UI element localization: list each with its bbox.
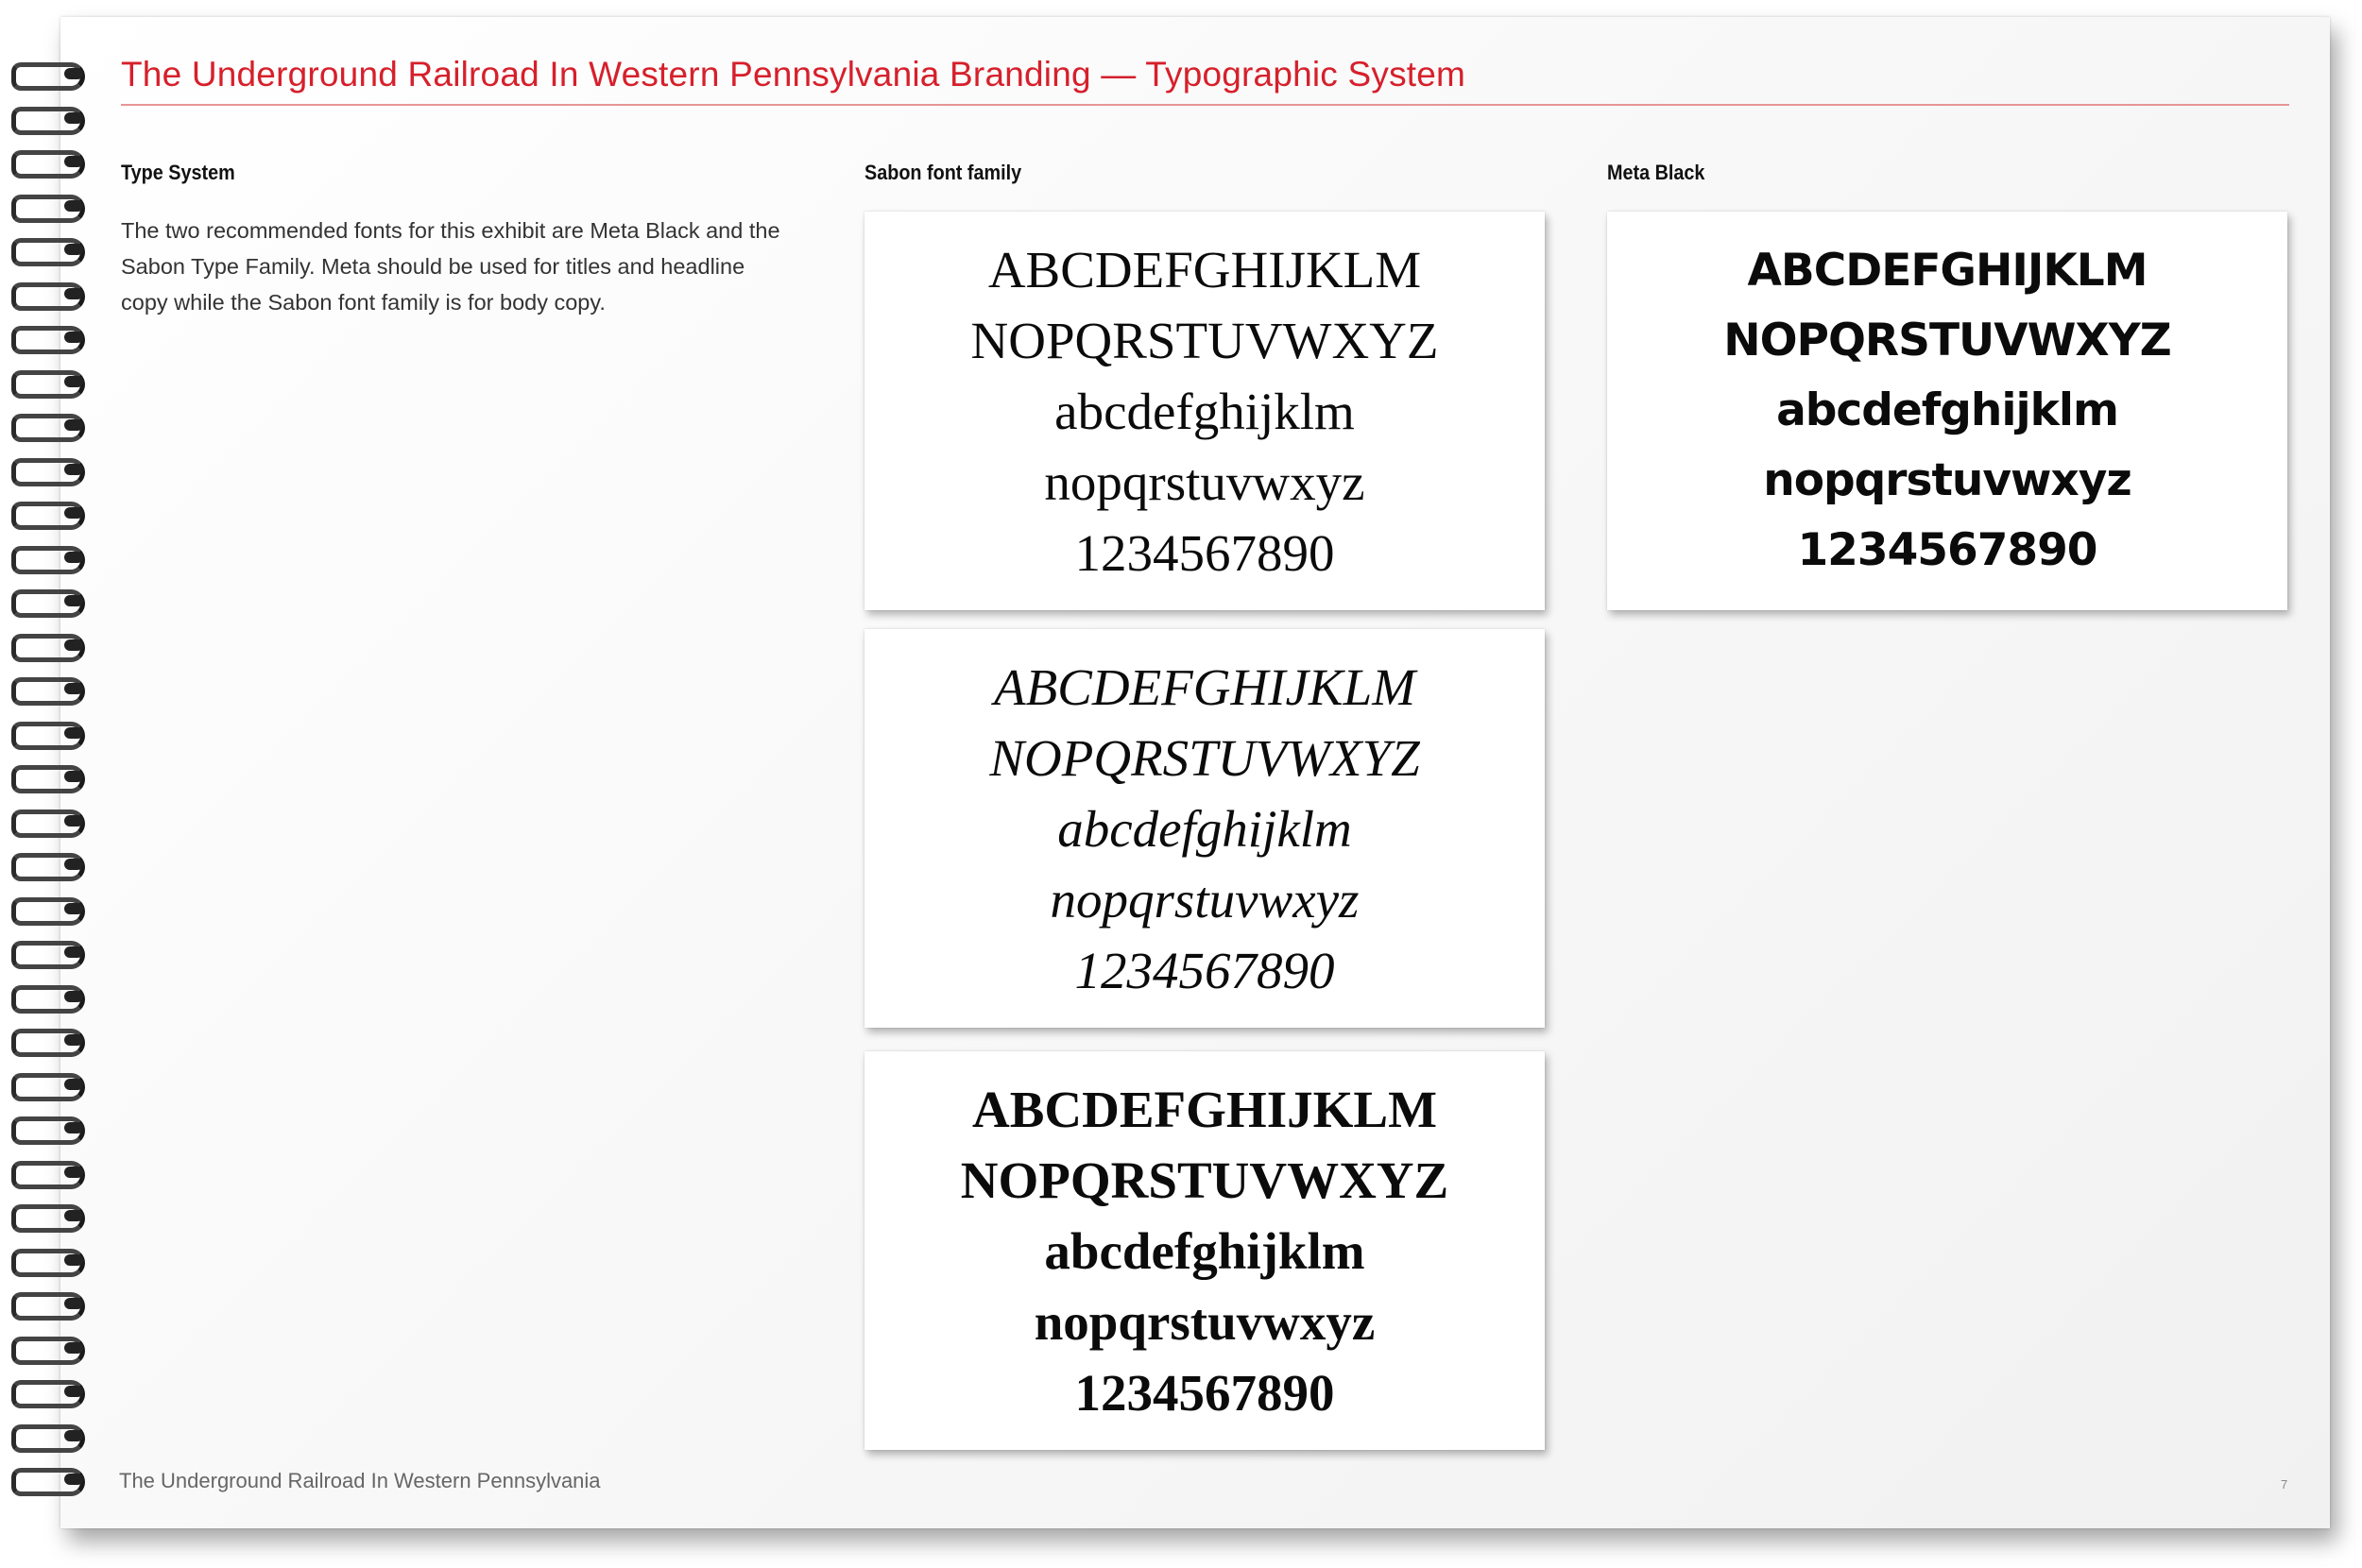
binding-coil <box>6 761 87 790</box>
binding-coil <box>6 146 87 175</box>
specimen-line: abcdefghijklm <box>1044 1221 1365 1280</box>
binding-coil <box>6 542 87 571</box>
binding-coil <box>6 498 87 526</box>
specimen-line: NOPQRSTUVWXYZ <box>989 728 1420 787</box>
sabon-italic-specimen <box>864 629 1545 1028</box>
binding-coil <box>6 849 87 878</box>
binding-coil <box>6 366 87 395</box>
specimen-line: ABCDEFGHIJKLM <box>993 657 1416 716</box>
specimen-line: abcdefghijklm <box>1054 382 1355 440</box>
binding-coil <box>6 1245 87 1273</box>
binding-coil <box>6 1376 87 1405</box>
sabon-bold-specimen <box>864 1051 1545 1450</box>
page-title: The Underground Railroad In Western Pennsylvania Branding — Typographic System <box>121 55 1466 94</box>
spiral-binding <box>6 59 87 1494</box>
specimen-line: nopqrstuvwxyz <box>1034 1292 1376 1351</box>
binding-coil <box>6 410 87 438</box>
specimen-line: nopqrstuvwxyz <box>1044 452 1365 511</box>
specimen-line: NOPQRSTUVWXYZ <box>1723 315 2171 366</box>
binding-coil <box>6 1288 87 1317</box>
specimen-line: 1234567890 <box>1074 941 1335 999</box>
specimen-line: ABCDEFGHIJKLM <box>987 240 1422 298</box>
specimen-line: NOPQRSTUVWXYZ <box>960 1150 1449 1209</box>
specimen-line: nopqrstuvwxyz <box>1050 870 1360 929</box>
binding-coil <box>6 1421 87 1449</box>
specimen-line: 1234567890 <box>1797 524 2097 576</box>
sabon-roman-specimen <box>864 212 1545 610</box>
binding-coil <box>6 279 87 307</box>
title-rule <box>121 104 2289 106</box>
binding-coil <box>6 454 87 483</box>
sabon-heading: Sabon font family <box>864 161 1022 184</box>
footer-text: The Underground Railroad In Western Pennsylvania <box>119 1469 601 1492</box>
specimen-line: nopqrstuvwxyz <box>1763 454 2131 506</box>
binding-coil <box>6 673 87 702</box>
binding-coil <box>6 1069 87 1098</box>
specimen-line: NOPQRSTUVWXYZ <box>970 311 1439 369</box>
binding-coil <box>6 718 87 746</box>
binding-coil <box>6 981 87 1010</box>
binding-coil <box>6 586 87 614</box>
meta-heading: Meta Black <box>1607 161 1705 184</box>
binding-coil <box>6 322 87 350</box>
binding-coil <box>6 234 87 263</box>
binding-coil <box>6 1201 87 1229</box>
binding-coil <box>6 1333 87 1361</box>
binding-coil <box>6 1157 87 1185</box>
specimen-line: ABCDEFGHIJKLM <box>1747 245 2148 297</box>
specimen-line: ABCDEFGHIJKLM <box>972 1080 1437 1138</box>
specimen-line: 1234567890 <box>1074 523 1335 582</box>
binding-coil <box>6 806 87 834</box>
binding-coil <box>6 59 87 87</box>
binding-coil <box>6 103 87 131</box>
meta-black-specimen <box>1607 212 2287 610</box>
binding-coil <box>6 1025 87 1053</box>
binding-coil <box>6 937 87 965</box>
specimen-line: 1234567890 <box>1074 1363 1335 1422</box>
specimen-line: abcdefghijklm <box>1057 799 1352 858</box>
specimen-line: abcdefghijklm <box>1776 384 2118 436</box>
binding-coil <box>6 630 87 658</box>
page-number: 7 <box>2281 1477 2288 1491</box>
binding-coil <box>6 191 87 219</box>
type-system-description: The two recommended fonts for this exhibit are Meta Black and the Sabon Type Family. Meta should be used for titles and headline copy while the Sabon font family is for body copy. <box>121 218 780 315</box>
binding-coil <box>6 1113 87 1141</box>
binding-coil <box>6 894 87 922</box>
binding-coil <box>6 1464 87 1492</box>
type-system-heading: Type System <box>121 161 235 184</box>
